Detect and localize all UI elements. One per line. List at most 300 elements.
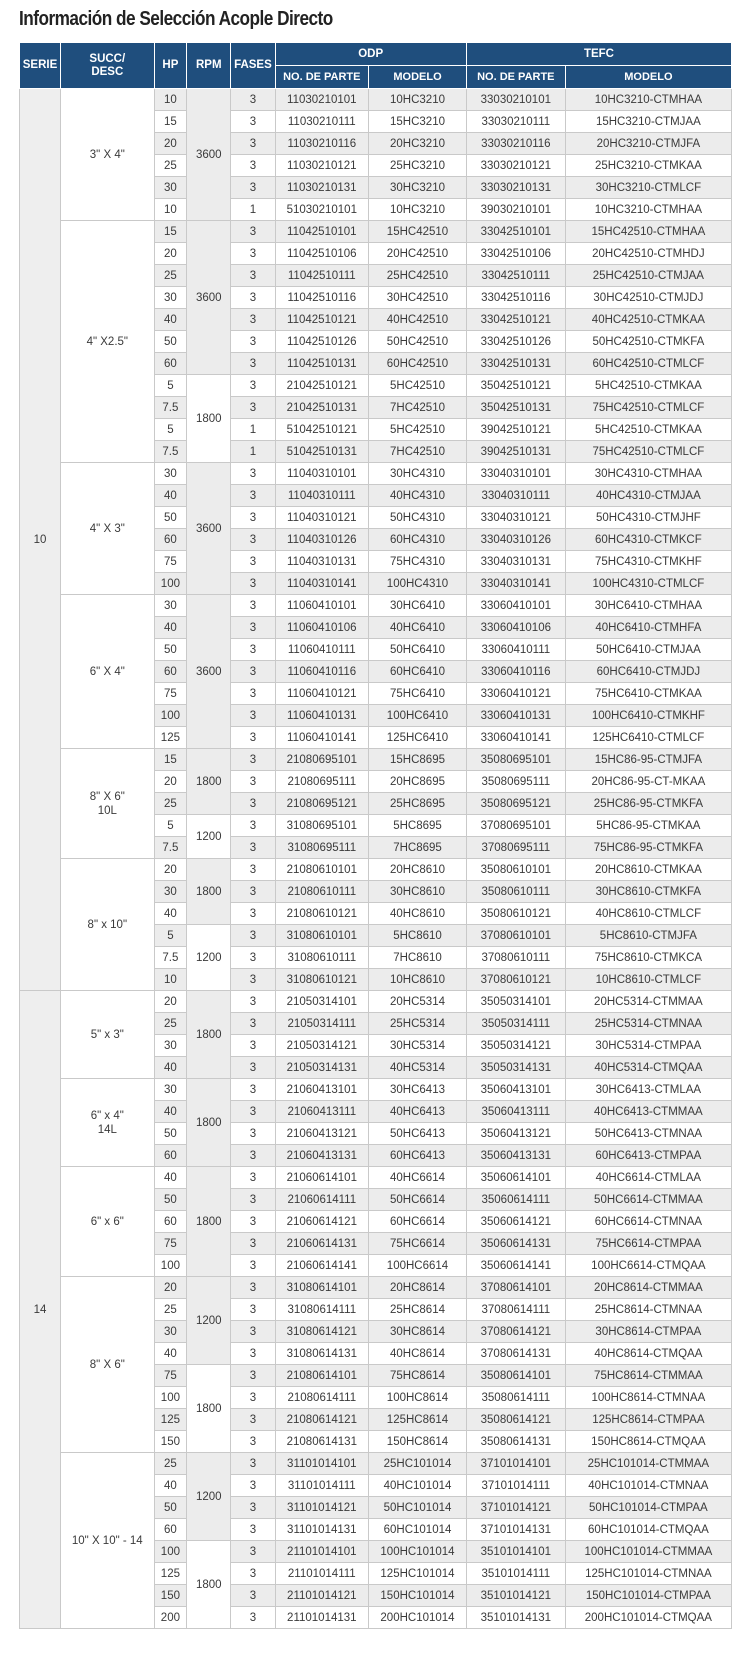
odp-part-cell: 11042510121 (275, 309, 369, 331)
odp-part-cell: 11030210121 (275, 155, 369, 177)
fases-cell: 3 (231, 991, 275, 1013)
rpm-cell: 1800 (187, 1079, 231, 1167)
odp-part-cell: 11060410131 (275, 705, 369, 727)
tefc-part-cell: 37080614111 (466, 1299, 565, 1321)
odp-model-cell: 30HC5314 (369, 1035, 467, 1057)
odp-model-cell: 25HC8695 (369, 793, 467, 815)
odp-model-cell: 30HC6413 (369, 1079, 467, 1101)
tefc-model-cell: 40HC42510-CTMKAA (565, 309, 731, 331)
fases-cell: 3 (231, 881, 275, 903)
hp-cell: 50 (154, 1123, 187, 1145)
succ-desc-cell: 3" X 4" (61, 89, 155, 221)
fases-cell: 3 (231, 837, 275, 859)
rpm-cell: 1200 (187, 1453, 231, 1541)
hp-cell: 7.5 (154, 441, 187, 463)
tefc-model-cell: 75HC8614-CTMMAA (565, 1365, 731, 1387)
hp-cell: 30 (154, 287, 187, 309)
odp-part-cell: 21060614121 (275, 1211, 369, 1233)
tefc-model-cell: 50HC6410-CTMJAA (565, 639, 731, 661)
hp-cell: 10 (154, 89, 187, 111)
fases-cell: 3 (231, 133, 275, 155)
hp-cell: 30 (154, 1321, 187, 1343)
odp-part-cell: 21101014131 (275, 1607, 369, 1629)
tefc-model-cell: 30HC3210-CTMLCF (565, 177, 731, 199)
odp-part-cell: 21050314101 (275, 991, 369, 1013)
odp-model-cell: 50HC42510 (369, 331, 467, 353)
tefc-model-cell: 30HC5314-CTMPAA (565, 1035, 731, 1057)
fases-cell: 3 (231, 749, 275, 771)
header-fases: FASES (231, 43, 275, 89)
odp-part-cell: 11040310126 (275, 529, 369, 551)
tefc-model-cell: 40HC101014-CTMNAA (565, 1475, 731, 1497)
tefc-part-cell: 33042510101 (466, 221, 565, 243)
fases-cell: 3 (231, 111, 275, 133)
odp-model-cell: 10HC3210 (369, 199, 467, 221)
hp-cell: 40 (154, 1475, 187, 1497)
serie-cell: 10 (20, 89, 61, 991)
odp-model-cell: 30HC8610 (369, 881, 467, 903)
tefc-model-cell: 60HC6413-CTMPAA (565, 1145, 731, 1167)
succ-desc-cell: 6" x 6" (61, 1167, 155, 1277)
tefc-model-cell: 125HC8614-CTMPAA (565, 1409, 731, 1431)
tefc-part-cell: 35050314111 (466, 1013, 565, 1035)
hp-cell: 40 (154, 1101, 187, 1123)
table-row (20, 1079, 732, 1101)
succ-desc-cell: 8" X 6" 10L (61, 749, 155, 859)
tefc-model-cell: 100HC4310-CTMLCF (565, 573, 731, 595)
odp-model-cell: 30HC4310 (369, 463, 467, 485)
fases-cell: 3 (231, 177, 275, 199)
hp-cell: 60 (154, 661, 187, 683)
tefc-model-cell: 150HC8614-CTMQAA (565, 1431, 731, 1453)
table-body (20, 89, 732, 1629)
tefc-part-cell: 35060413101 (466, 1079, 565, 1101)
tefc-model-cell: 125HC101014-CTMNAA (565, 1563, 731, 1585)
serie-cell: 14 (20, 991, 61, 1629)
fases-cell: 3 (231, 1541, 275, 1563)
tefc-part-cell: 33042510111 (466, 265, 565, 287)
table-row (20, 89, 732, 111)
odp-model-cell: 30HC42510 (369, 287, 467, 309)
table-header (20, 43, 732, 89)
tefc-part-cell: 33030210111 (466, 111, 565, 133)
tefc-model-cell: 75HC6614-CTMPAA (565, 1233, 731, 1255)
tefc-model-cell: 40HC4310-CTMJAA (565, 485, 731, 507)
hp-cell: 25 (154, 265, 187, 287)
tefc-part-cell: 33060410106 (466, 617, 565, 639)
odp-model-cell: 15HC8695 (369, 749, 467, 771)
odp-model-cell: 60HC6614 (369, 1211, 467, 1233)
tefc-part-cell: 37080614101 (466, 1277, 565, 1299)
table-row (20, 595, 732, 617)
tefc-part-cell: 33060410121 (466, 683, 565, 705)
odp-part-cell: 11060410111 (275, 639, 369, 661)
fases-cell: 3 (231, 617, 275, 639)
fases-cell: 3 (231, 1277, 275, 1299)
tefc-part-cell: 35060413111 (466, 1101, 565, 1123)
odp-model-cell: 60HC6410 (369, 661, 467, 683)
odp-model-cell: 40HC8614 (369, 1343, 467, 1365)
hp-cell: 5 (154, 419, 187, 441)
tefc-model-cell: 10HC3210-CTMHAA (565, 89, 731, 111)
rpm-cell: 1800 (187, 859, 231, 925)
odp-model-cell: 5HC42510 (369, 375, 467, 397)
tefc-model-cell: 20HC42510-CTMHDJ (565, 243, 731, 265)
hp-cell: 5 (154, 815, 187, 837)
hp-cell: 20 (154, 859, 187, 881)
odp-part-cell: 21060413111 (275, 1101, 369, 1123)
fases-cell: 3 (231, 287, 275, 309)
hp-cell: 15 (154, 749, 187, 771)
tefc-part-cell: 33060410116 (466, 661, 565, 683)
hp-cell: 75 (154, 683, 187, 705)
tefc-model-cell: 5HC86-95-CTMKAA (565, 815, 731, 837)
tefc-model-cell: 40HC6413-CTMMAA (565, 1101, 731, 1123)
odp-part-cell: 11040310111 (275, 485, 369, 507)
odp-model-cell: 25HC8614 (369, 1299, 467, 1321)
fases-cell: 3 (231, 793, 275, 815)
odp-part-cell: 11042510106 (275, 243, 369, 265)
fases-cell: 3 (231, 353, 275, 375)
tefc-part-cell: 35060614111 (466, 1189, 565, 1211)
tefc-part-cell: 35080695111 (466, 771, 565, 793)
hp-cell: 50 (154, 507, 187, 529)
tefc-part-cell: 35101014111 (466, 1563, 565, 1585)
odp-model-cell: 50HC101014 (369, 1497, 467, 1519)
odp-model-cell: 75HC6614 (369, 1233, 467, 1255)
tefc-model-cell: 50HC101014-CTMPAA (565, 1497, 731, 1519)
tefc-part-cell: 33040310121 (466, 507, 565, 529)
tefc-model-cell: 200HC101014-CTMQAA (565, 1607, 731, 1629)
odp-model-cell: 40HC101014 (369, 1475, 467, 1497)
tefc-part-cell: 37101014131 (466, 1519, 565, 1541)
tefc-part-cell: 37080695101 (466, 815, 565, 837)
hp-cell: 100 (154, 573, 187, 595)
tefc-part-cell: 35050314101 (466, 991, 565, 1013)
odp-model-cell: 125HC6410 (369, 727, 467, 749)
hp-cell: 10 (154, 199, 187, 221)
odp-model-cell: 5HC8610 (369, 925, 467, 947)
hp-cell: 100 (154, 1541, 187, 1563)
table-row (20, 749, 732, 771)
odp-part-cell: 11060410106 (275, 617, 369, 639)
hp-cell: 7.5 (154, 947, 187, 969)
odp-part-cell: 11040310131 (275, 551, 369, 573)
tefc-model-cell: 20HC86-95-CT-MKAA (565, 771, 731, 793)
odp-model-cell: 25HC5314 (369, 1013, 467, 1035)
rpm-cell: 1200 (187, 815, 231, 859)
tefc-model-cell: 25HC86-95-CTMKFA (565, 793, 731, 815)
tefc-model-cell: 75HC6410-CTMKAA (565, 683, 731, 705)
odp-part-cell: 51042510131 (275, 441, 369, 463)
fases-cell: 3 (231, 1211, 275, 1233)
odp-model-cell: 40HC5314 (369, 1057, 467, 1079)
odp-model-cell: 25HC3210 (369, 155, 467, 177)
succ-desc-cell: 10" X 10" - 14 (61, 1453, 155, 1629)
table-row (20, 463, 732, 485)
fases-cell: 3 (231, 969, 275, 991)
hp-cell: 25 (154, 1453, 187, 1475)
fases-cell: 3 (231, 1497, 275, 1519)
odp-part-cell: 21080610121 (275, 903, 369, 925)
tefc-model-cell: 15HC3210-CTMJAA (565, 111, 731, 133)
tefc-model-cell: 25HC42510-CTMJAA (565, 265, 731, 287)
page-title: Información de Selección Acople Directo (19, 8, 333, 30)
succ-desc-cell: 6" x 4" 14L (61, 1079, 155, 1167)
tefc-model-cell: 75HC8610-CTMKCA (565, 947, 731, 969)
odp-part-cell: 21080614101 (275, 1365, 369, 1387)
tefc-model-cell: 40HC8614-CTMQAA (565, 1343, 731, 1365)
hp-cell: 125 (154, 1409, 187, 1431)
tefc-part-cell: 33060410131 (466, 705, 565, 727)
odp-part-cell: 31080610121 (275, 969, 369, 991)
odp-model-cell: 20HC5314 (369, 991, 467, 1013)
tefc-model-cell: 60HC4310-CTMKCF (565, 529, 731, 551)
odp-part-cell: 11030210131 (275, 177, 369, 199)
rpm-cell: 1800 (187, 1365, 231, 1453)
odp-model-cell: 20HC42510 (369, 243, 467, 265)
rpm-cell: 1800 (187, 1167, 231, 1277)
odp-part-cell: 21080610111 (275, 881, 369, 903)
fases-cell: 3 (231, 771, 275, 793)
tefc-model-cell: 30HC6410-CTMHAA (565, 595, 731, 617)
fases-cell: 3 (231, 1255, 275, 1277)
rpm-cell: 3600 (187, 221, 231, 375)
succ-desc-cell: 6" X 4" (61, 595, 155, 749)
tefc-part-cell: 35060413121 (466, 1123, 565, 1145)
odp-model-cell: 10HC3210 (369, 89, 467, 111)
succ-desc-cell: 4" X2.5" (61, 221, 155, 463)
odp-model-cell: 60HC42510 (369, 353, 467, 375)
odp-part-cell: 31080614111 (275, 1299, 369, 1321)
odp-model-cell: 40HC4310 (369, 485, 467, 507)
fases-cell: 3 (231, 309, 275, 331)
header-odp-no-parte: NO. DE PARTE (275, 66, 369, 89)
fases-cell: 3 (231, 221, 275, 243)
fases-cell: 3 (231, 155, 275, 177)
tefc-model-cell: 5HC42510-CTMKAA (565, 419, 731, 441)
tefc-model-cell: 15HC42510-CTMHAA (565, 221, 731, 243)
fases-cell: 3 (231, 815, 275, 837)
fases-cell: 3 (231, 507, 275, 529)
fases-cell: 3 (231, 683, 275, 705)
tefc-model-cell: 50HC6614-CTMMAA (565, 1189, 731, 1211)
fases-cell: 3 (231, 89, 275, 111)
fases-cell: 3 (231, 1607, 275, 1629)
hp-cell: 75 (154, 551, 187, 573)
tefc-part-cell: 35080610101 (466, 859, 565, 881)
odp-part-cell: 11040310121 (275, 507, 369, 529)
fases-cell: 3 (231, 265, 275, 287)
tefc-model-cell: 30HC4310-CTMHAA (565, 463, 731, 485)
odp-part-cell: 11060410116 (275, 661, 369, 683)
tefc-model-cell: 40HC6614-CTMLAA (565, 1167, 731, 1189)
odp-part-cell: 11030210116 (275, 133, 369, 155)
odp-model-cell: 100HC6410 (369, 705, 467, 727)
fases-cell: 3 (231, 397, 275, 419)
tefc-part-cell: 35080695121 (466, 793, 565, 815)
tefc-model-cell: 25HC101014-CTMMAA (565, 1453, 731, 1475)
odp-model-cell: 100HC8614 (369, 1387, 467, 1409)
hp-cell: 40 (154, 1343, 187, 1365)
hp-cell: 40 (154, 617, 187, 639)
odp-model-cell: 60HC6413 (369, 1145, 467, 1167)
tefc-part-cell: 35080695101 (466, 749, 565, 771)
odp-part-cell: 21060614141 (275, 1255, 369, 1277)
tefc-part-cell: 39042510131 (466, 441, 565, 463)
rpm-cell: 3600 (187, 89, 231, 221)
odp-part-cell: 11042510111 (275, 265, 369, 287)
tefc-model-cell: 75HC42510-CTMLCF (565, 441, 731, 463)
odp-part-cell: 21080614121 (275, 1409, 369, 1431)
odp-model-cell: 50HC6413 (369, 1123, 467, 1145)
succ-desc-cell: 8" x 10" (61, 859, 155, 991)
odp-part-cell: 11042510101 (275, 221, 369, 243)
hp-cell: 20 (154, 243, 187, 265)
succ-desc-cell: 4" X 3" (61, 463, 155, 595)
odp-model-cell: 15HC3210 (369, 111, 467, 133)
odp-part-cell: 21080610101 (275, 859, 369, 881)
odp-model-cell: 150HC8614 (369, 1431, 467, 1453)
fases-cell: 3 (231, 1453, 275, 1475)
tefc-part-cell: 33060410111 (466, 639, 565, 661)
tefc-model-cell: 40HC8610-CTMLCF (565, 903, 731, 925)
tefc-part-cell: 35060614121 (466, 1211, 565, 1233)
fases-cell: 3 (231, 1057, 275, 1079)
fases-cell: 1 (231, 199, 275, 221)
hp-cell: 20 (154, 1277, 187, 1299)
hp-cell: 20 (154, 991, 187, 1013)
odp-model-cell: 7HC8695 (369, 837, 467, 859)
tefc-model-cell: 30HC8610-CTMKFA (565, 881, 731, 903)
tefc-model-cell: 20HC8614-CTMMAA (565, 1277, 731, 1299)
tefc-part-cell: 35042510121 (466, 375, 565, 397)
tefc-model-cell: 25HC3210-CTMKAA (565, 155, 731, 177)
odp-part-cell: 21060614111 (275, 1189, 369, 1211)
fases-cell: 3 (231, 243, 275, 265)
tefc-part-cell: 33040310126 (466, 529, 565, 551)
fases-cell: 3 (231, 1189, 275, 1211)
hp-cell: 15 (154, 111, 187, 133)
fases-cell: 1 (231, 419, 275, 441)
tefc-part-cell: 35080614101 (466, 1365, 565, 1387)
odp-part-cell: 21042510131 (275, 397, 369, 419)
odp-part-cell: 11042510126 (275, 331, 369, 353)
tefc-part-cell: 35101014121 (466, 1585, 565, 1607)
hp-cell: 200 (154, 1607, 187, 1629)
odp-model-cell: 75HC8614 (369, 1365, 467, 1387)
odp-part-cell: 21050314121 (275, 1035, 369, 1057)
odp-part-cell: 11042510131 (275, 353, 369, 375)
tefc-model-cell: 60HC6614-CTMNAA (565, 1211, 731, 1233)
tefc-part-cell: 33042510116 (466, 287, 565, 309)
hp-cell: 100 (154, 1255, 187, 1277)
fases-cell: 3 (231, 727, 275, 749)
hp-cell: 30 (154, 1079, 187, 1101)
tefc-model-cell: 30HC8614-CTMPAA (565, 1321, 731, 1343)
tefc-part-cell: 33030210131 (466, 177, 565, 199)
tefc-part-cell: 33060410101 (466, 595, 565, 617)
odp-part-cell: 31080695101 (275, 815, 369, 837)
odp-part-cell: 21060413101 (275, 1079, 369, 1101)
odp-model-cell: 20HC8695 (369, 771, 467, 793)
odp-part-cell: 11040310141 (275, 573, 369, 595)
fases-cell: 3 (231, 529, 275, 551)
tefc-model-cell: 125HC6410-CTMLCF (565, 727, 731, 749)
tefc-part-cell: 37080614121 (466, 1321, 565, 1343)
tefc-part-cell: 35060614141 (466, 1255, 565, 1277)
tefc-model-cell: 100HC6410-CTMKHF (565, 705, 731, 727)
tefc-part-cell: 35060614131 (466, 1233, 565, 1255)
tefc-part-cell: 35080614111 (466, 1387, 565, 1409)
odp-part-cell: 21080695101 (275, 749, 369, 771)
rpm-cell: 1800 (187, 749, 231, 815)
header-hp: HP (154, 43, 187, 89)
selection-table (19, 42, 732, 1629)
hp-cell: 20 (154, 771, 187, 793)
odp-model-cell: 7HC8610 (369, 947, 467, 969)
tefc-model-cell: 15HC86-95-CTMJFA (565, 749, 731, 771)
header-tefc: TEFC (466, 43, 731, 66)
fases-cell: 3 (231, 1167, 275, 1189)
odp-model-cell: 200HC101014 (369, 1607, 467, 1629)
odp-model-cell: 40HC6614 (369, 1167, 467, 1189)
tefc-model-cell: 60HC42510-CTMLCF (565, 353, 731, 375)
fases-cell: 3 (231, 485, 275, 507)
rpm-cell: 1800 (187, 991, 231, 1079)
odp-part-cell: 21050314131 (275, 1057, 369, 1079)
header-tefc-modelo: MODELO (565, 66, 731, 89)
odp-model-cell: 25HC42510 (369, 265, 467, 287)
fases-cell: 3 (231, 1101, 275, 1123)
tefc-part-cell: 37080610101 (466, 925, 565, 947)
hp-cell: 40 (154, 1057, 187, 1079)
hp-cell: 125 (154, 1563, 187, 1585)
tefc-model-cell: 75HC86-95-CTMKFA (565, 837, 731, 859)
header-succ-desc: SUCC/ DESC (61, 43, 155, 89)
tefc-model-cell: 30HC42510-CTMJDJ (565, 287, 731, 309)
fases-cell: 3 (231, 1387, 275, 1409)
tefc-model-cell: 10HC3210-CTMHAA (565, 199, 731, 221)
odp-model-cell: 20HC8614 (369, 1277, 467, 1299)
fases-cell: 3 (231, 903, 275, 925)
hp-cell: 25 (154, 793, 187, 815)
fases-cell: 3 (231, 1343, 275, 1365)
tefc-part-cell: 35101014101 (466, 1541, 565, 1563)
odp-part-cell: 21080695121 (275, 793, 369, 815)
fases-cell: 3 (231, 1321, 275, 1343)
tefc-part-cell: 33040310101 (466, 463, 565, 485)
tefc-part-cell: 33042510131 (466, 353, 565, 375)
rpm-cell: 1800 (187, 1541, 231, 1629)
table-row (20, 1167, 732, 1189)
odp-model-cell: 40HC6410 (369, 617, 467, 639)
tefc-part-cell: 37101014111 (466, 1475, 565, 1497)
tefc-model-cell: 40HC5314-CTMQAA (565, 1057, 731, 1079)
tefc-part-cell: 35050314131 (466, 1057, 565, 1079)
odp-part-cell: 21080695111 (275, 771, 369, 793)
fases-cell: 3 (231, 1475, 275, 1497)
odp-model-cell: 5HC42510 (369, 419, 467, 441)
odp-part-cell: 21060413121 (275, 1123, 369, 1145)
rpm-cell: 3600 (187, 463, 231, 595)
tefc-model-cell: 20HC3210-CTMJFA (565, 133, 731, 155)
hp-cell: 100 (154, 1387, 187, 1409)
odp-model-cell: 100HC101014 (369, 1541, 467, 1563)
hp-cell: 30 (154, 881, 187, 903)
hp-cell: 60 (154, 1519, 187, 1541)
hp-cell: 150 (154, 1431, 187, 1453)
